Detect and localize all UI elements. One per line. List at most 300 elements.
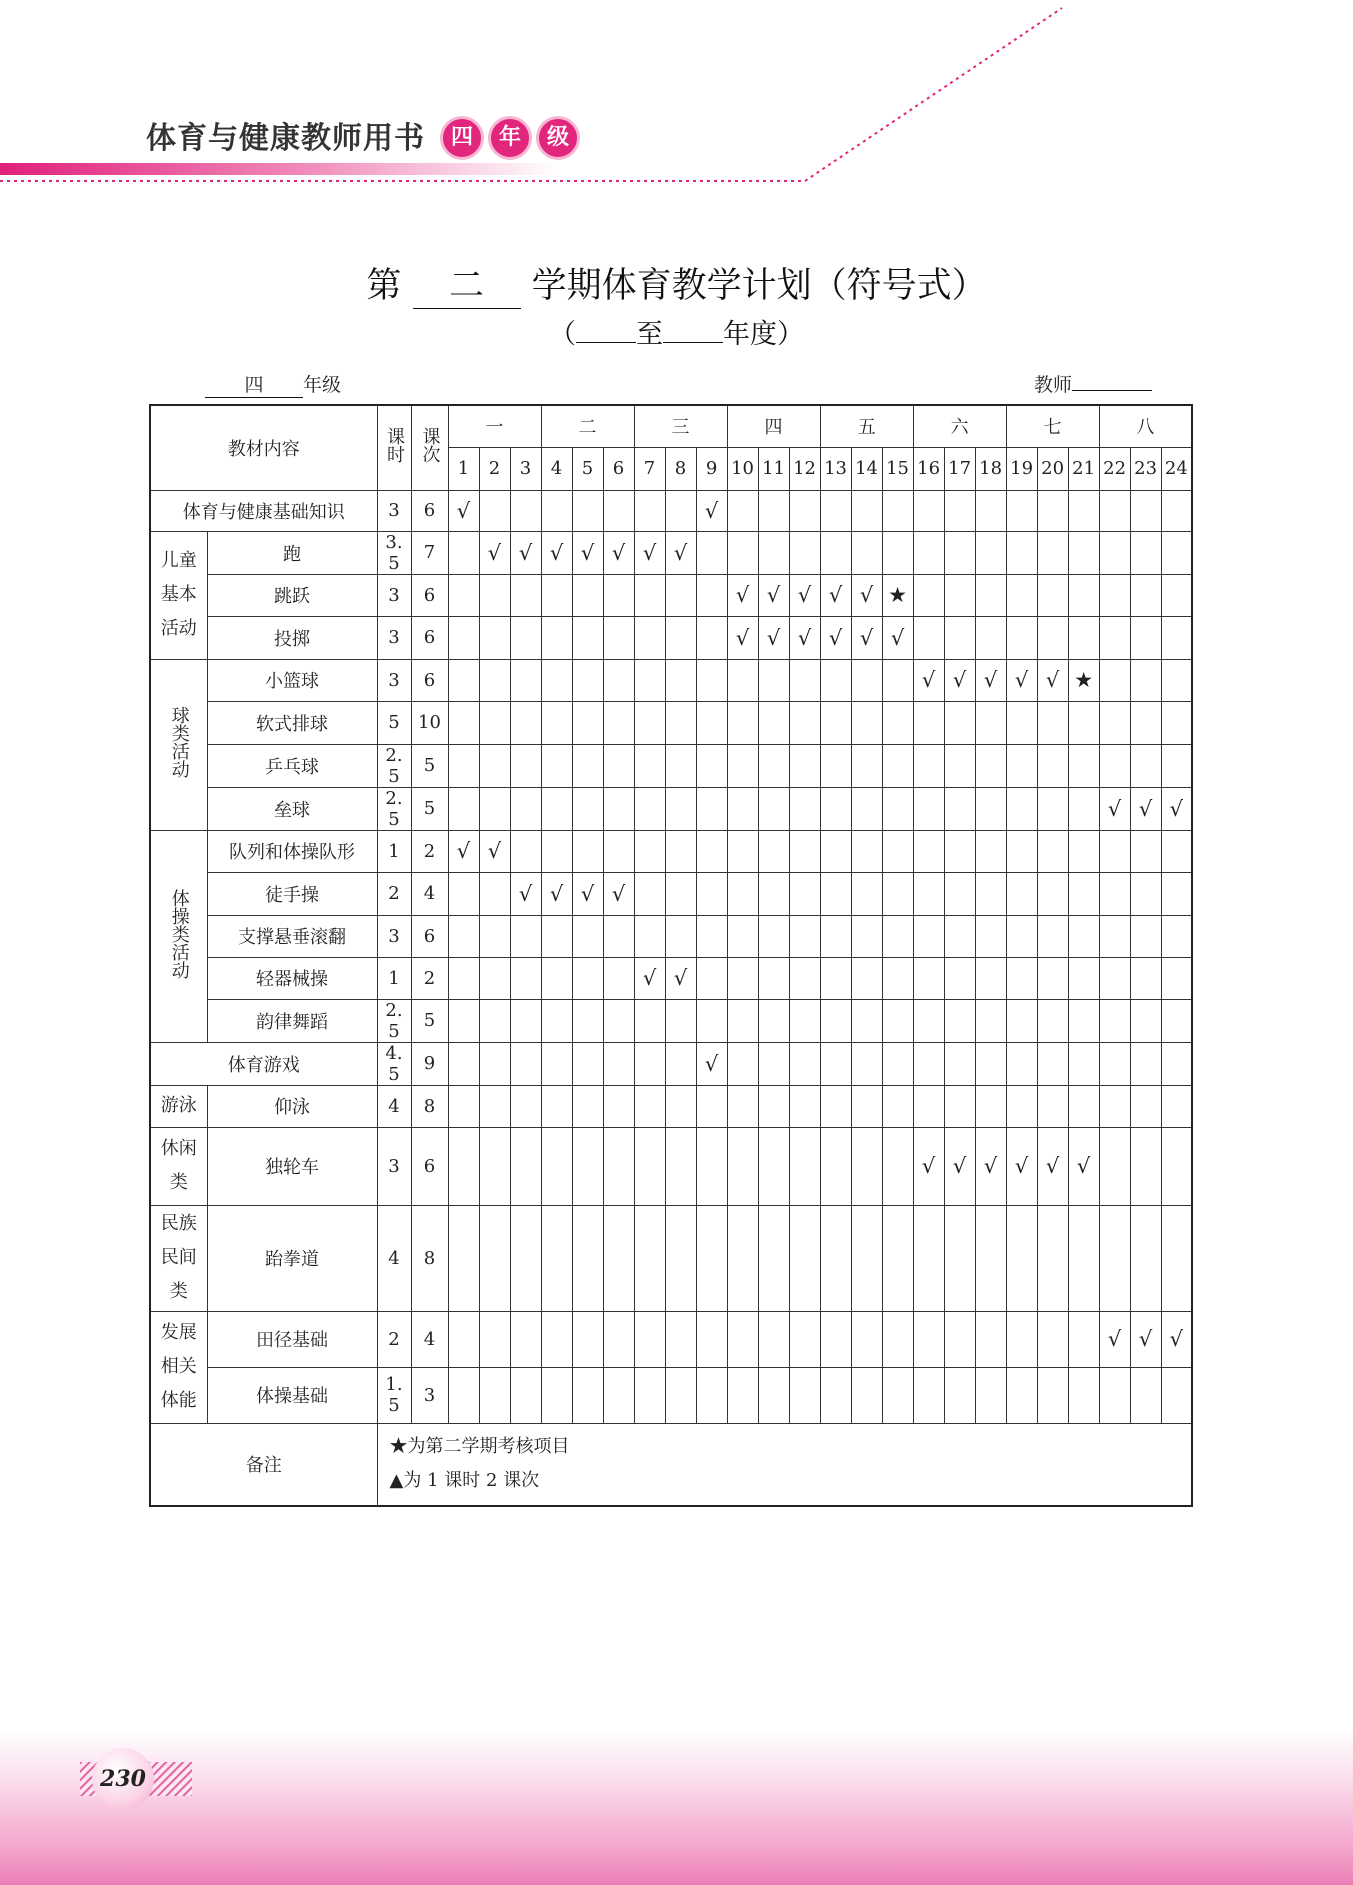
footer-band xyxy=(0,1730,1353,1885)
week-cell xyxy=(696,744,727,787)
week-cell xyxy=(1161,872,1192,915)
week-cell: √ xyxy=(448,830,479,872)
week-cell xyxy=(789,1042,820,1085)
week-cell: √ xyxy=(1161,787,1192,830)
week-cell xyxy=(479,1311,510,1367)
week-cell xyxy=(851,830,882,872)
week-cell xyxy=(634,701,665,744)
week-cell xyxy=(1006,490,1037,531)
teacher-line xyxy=(1034,370,1152,397)
week-cell xyxy=(696,574,727,616)
week-cell xyxy=(665,1311,696,1367)
week-cell xyxy=(665,659,696,701)
week-cell xyxy=(789,957,820,999)
week-cell xyxy=(727,1042,758,1085)
week-cell xyxy=(882,1311,913,1367)
week-cell xyxy=(820,531,851,574)
week-cell xyxy=(851,659,882,701)
week-cell xyxy=(944,872,975,915)
week-cell xyxy=(1161,659,1192,701)
week-cell xyxy=(820,1205,851,1311)
week-cell xyxy=(665,999,696,1042)
week-cell xyxy=(851,744,882,787)
week-cell xyxy=(944,701,975,744)
category-label: 民族民间类 xyxy=(150,1205,207,1311)
week-cell xyxy=(882,1042,913,1085)
title-suffix: 学期体育教学计划（符号式） xyxy=(531,266,987,306)
week-cell xyxy=(1130,1127,1161,1205)
hours-cell: 2. 5 xyxy=(377,744,411,787)
grade-badge: 年 xyxy=(488,116,532,160)
week-cell xyxy=(851,1367,882,1423)
week-cell xyxy=(944,574,975,616)
week-cell xyxy=(634,915,665,957)
week-cell xyxy=(572,1311,603,1367)
week-cell xyxy=(820,490,851,531)
item-name: 体育游戏 xyxy=(150,1042,377,1085)
table-row xyxy=(150,1311,1192,1367)
week-cell xyxy=(572,999,603,1042)
item-name: 跆拳道 xyxy=(207,1205,377,1311)
week-cell xyxy=(758,1042,789,1085)
week-cell xyxy=(510,999,541,1042)
category-text: 体操类活动 xyxy=(168,888,190,979)
week-cell xyxy=(603,1042,634,1085)
table-row xyxy=(150,531,1192,574)
week-cell xyxy=(913,830,944,872)
week-cell xyxy=(1099,999,1130,1042)
week-cell xyxy=(479,659,510,701)
week-cell xyxy=(634,1042,665,1085)
grade-badges xyxy=(440,116,584,160)
week-cell xyxy=(944,744,975,787)
week-cell xyxy=(1037,744,1068,787)
week-cell xyxy=(541,659,572,701)
week-cell xyxy=(479,1205,510,1311)
week-cell xyxy=(634,1367,665,1423)
week-cell xyxy=(572,957,603,999)
week-cell xyxy=(851,787,882,830)
week-cell xyxy=(944,1085,975,1127)
week-cell xyxy=(634,1085,665,1127)
week-cell xyxy=(1068,701,1099,744)
header-month: 四 xyxy=(727,405,820,447)
week-cell xyxy=(789,872,820,915)
week-cell xyxy=(634,787,665,830)
teacher-label: 教师 xyxy=(1034,374,1073,396)
category-label: 休闲类 xyxy=(150,1127,207,1205)
hours-cell: 3 xyxy=(377,490,411,531)
week-cell xyxy=(696,830,727,872)
table-row xyxy=(150,830,1192,872)
table-row xyxy=(150,1042,1192,1085)
week-cell xyxy=(510,701,541,744)
hours-cell: 2 xyxy=(377,872,411,915)
sessions-cell: 6 xyxy=(411,616,448,659)
week-cell xyxy=(882,1367,913,1423)
week-cell xyxy=(913,531,944,574)
week-cell xyxy=(944,616,975,659)
item-name: 小篮球 xyxy=(207,659,377,701)
week-cell xyxy=(913,872,944,915)
week-cell: √ xyxy=(944,659,975,701)
header-bar xyxy=(0,163,560,175)
week-cell xyxy=(975,616,1006,659)
hours-cell: 3 xyxy=(377,574,411,616)
week-cell xyxy=(665,1205,696,1311)
week-cell xyxy=(820,1311,851,1367)
week-cell xyxy=(758,1205,789,1311)
week-cell xyxy=(665,1127,696,1205)
header-week: 6 xyxy=(603,447,634,490)
item-name: 体育与健康基础知识 xyxy=(150,490,377,531)
hours-cell: 4 xyxy=(377,1085,411,1127)
week-cell xyxy=(665,490,696,531)
week-cell: √ xyxy=(1068,1127,1099,1205)
week-cell: √ xyxy=(789,574,820,616)
week-cell xyxy=(479,1085,510,1127)
week-cell xyxy=(1006,1085,1037,1127)
week-cell xyxy=(1130,830,1161,872)
week-cell xyxy=(1037,1367,1068,1423)
sessions-cell: 2 xyxy=(411,830,448,872)
week-cell xyxy=(634,574,665,616)
week-cell xyxy=(572,830,603,872)
week-cell xyxy=(727,830,758,872)
week-cell xyxy=(913,1085,944,1127)
week-cell xyxy=(913,701,944,744)
week-cell: √ xyxy=(727,616,758,659)
week-cell xyxy=(479,915,510,957)
week-cell xyxy=(975,531,1006,574)
week-cell xyxy=(882,659,913,701)
week-cell: √ xyxy=(820,574,851,616)
week-cell xyxy=(944,1042,975,1085)
week-cell: √ xyxy=(1037,1127,1068,1205)
table-row xyxy=(150,1127,1192,1205)
week-cell xyxy=(882,701,913,744)
week-cell: √ xyxy=(975,659,1006,701)
week-cell xyxy=(789,787,820,830)
week-cell xyxy=(820,787,851,830)
item-name: 轻器械操 xyxy=(207,957,377,999)
week-cell xyxy=(696,616,727,659)
week-cell xyxy=(572,490,603,531)
week-cell xyxy=(572,1042,603,1085)
week-cell xyxy=(975,999,1006,1042)
week-cell xyxy=(479,616,510,659)
week-cell xyxy=(1006,744,1037,787)
week-cell xyxy=(1037,490,1068,531)
week-cell xyxy=(1099,1042,1130,1085)
week-cell xyxy=(479,1127,510,1205)
grade-line xyxy=(205,370,341,398)
week-cell: √ xyxy=(975,1127,1006,1205)
week-cell xyxy=(727,1127,758,1205)
week-cell xyxy=(510,787,541,830)
week-cell: √ xyxy=(479,531,510,574)
sessions-cell: 4 xyxy=(411,872,448,915)
year-start-field xyxy=(576,342,636,343)
week-cell xyxy=(541,490,572,531)
week-cell xyxy=(727,490,758,531)
item-name: 仰泳 xyxy=(207,1085,377,1127)
remark-label: 备注 xyxy=(150,1423,377,1506)
hours-cell: 5 xyxy=(377,701,411,744)
week-cell xyxy=(727,1311,758,1367)
week-cell xyxy=(1130,915,1161,957)
week-cell xyxy=(913,1042,944,1085)
week-cell xyxy=(1130,872,1161,915)
week-cell xyxy=(479,1042,510,1085)
week-cell xyxy=(572,574,603,616)
week-cell xyxy=(1068,616,1099,659)
week-cell xyxy=(696,872,727,915)
week-cell xyxy=(1130,957,1161,999)
week-cell xyxy=(944,1205,975,1311)
week-cell xyxy=(1068,1311,1099,1367)
category-label xyxy=(150,830,207,1042)
week-cell xyxy=(975,872,1006,915)
week-cell xyxy=(1130,999,1161,1042)
week-cell xyxy=(1068,744,1099,787)
table-row xyxy=(150,915,1192,957)
week-cell xyxy=(541,574,572,616)
week-cell xyxy=(510,1205,541,1311)
week-cell xyxy=(448,999,479,1042)
week-cell xyxy=(696,1085,727,1127)
week-cell xyxy=(1037,1205,1068,1311)
week-cell xyxy=(1006,1367,1037,1423)
week-cell xyxy=(448,701,479,744)
week-cell xyxy=(696,999,727,1042)
week-cell xyxy=(851,1311,882,1367)
semester-field: 二 xyxy=(413,258,521,309)
week-cell xyxy=(1099,830,1130,872)
table-row xyxy=(150,872,1192,915)
week-cell xyxy=(1006,531,1037,574)
category-label: 发展相关体能 xyxy=(150,1311,207,1423)
sessions-cell: 8 xyxy=(411,1085,448,1127)
week-cell xyxy=(1037,1042,1068,1085)
week-cell xyxy=(913,915,944,957)
item-name: 队列和体操队形 xyxy=(207,830,377,872)
week-cell xyxy=(1130,531,1161,574)
week-cell xyxy=(541,616,572,659)
week-cell xyxy=(789,531,820,574)
week-cell: √ xyxy=(1099,787,1130,830)
week-cell xyxy=(851,872,882,915)
week-cell xyxy=(975,744,1006,787)
week-cell xyxy=(448,574,479,616)
week-cell xyxy=(510,1042,541,1085)
week-cell xyxy=(882,915,913,957)
week-cell xyxy=(510,1367,541,1423)
category-label: 游泳 xyxy=(150,1085,207,1127)
week-cell xyxy=(820,1042,851,1085)
week-cell: √ xyxy=(1006,659,1037,701)
week-cell xyxy=(727,999,758,1042)
year-middle: 至 xyxy=(636,319,663,350)
week-cell xyxy=(541,787,572,830)
week-cell xyxy=(510,574,541,616)
week-cell xyxy=(758,659,789,701)
sessions-cell: 8 xyxy=(411,1205,448,1311)
week-cell xyxy=(789,490,820,531)
week-cell xyxy=(1068,787,1099,830)
week-cell xyxy=(603,787,634,830)
week-cell xyxy=(479,744,510,787)
week-cell xyxy=(1068,1085,1099,1127)
week-cell xyxy=(634,659,665,701)
week-cell xyxy=(851,999,882,1042)
week-cell xyxy=(448,1367,479,1423)
week-cell xyxy=(1037,957,1068,999)
week-cell xyxy=(1037,787,1068,830)
header-month: 七 xyxy=(1006,405,1099,447)
header-week: 24 xyxy=(1161,447,1192,490)
week-cell xyxy=(1037,531,1068,574)
week-cell xyxy=(727,787,758,830)
item-name: 田径基础 xyxy=(207,1311,377,1367)
header-sessions-label: 课次 xyxy=(419,427,441,464)
teacher-field xyxy=(1072,390,1152,391)
week-cell xyxy=(572,1205,603,1311)
week-cell xyxy=(1006,915,1037,957)
header-week: 7 xyxy=(634,447,665,490)
week-cell xyxy=(851,490,882,531)
week-cell xyxy=(1161,490,1192,531)
grade-badge: 四 xyxy=(440,116,484,160)
week-cell xyxy=(944,531,975,574)
week-cell: √ xyxy=(727,574,758,616)
week-cell: √ xyxy=(1161,1311,1192,1367)
week-cell xyxy=(1068,1367,1099,1423)
week-cell: √ xyxy=(541,531,572,574)
week-cell xyxy=(789,1311,820,1367)
header-month: 八 xyxy=(1099,405,1192,447)
week-cell xyxy=(820,659,851,701)
week-cell: √ xyxy=(603,531,634,574)
week-cell xyxy=(727,1085,758,1127)
week-cell xyxy=(448,744,479,787)
week-cell xyxy=(1006,574,1037,616)
header-month: 三 xyxy=(634,405,727,447)
header-month: 二 xyxy=(541,405,634,447)
year-open: （ xyxy=(549,319,576,350)
week-cell xyxy=(1099,1367,1130,1423)
table-row xyxy=(150,490,1192,531)
sessions-cell: 5 xyxy=(411,787,448,830)
week-cell xyxy=(975,1311,1006,1367)
sessions-cell: 7 xyxy=(411,531,448,574)
table-row xyxy=(150,744,1192,787)
week-cell xyxy=(603,744,634,787)
week-cell xyxy=(1037,830,1068,872)
week-cell xyxy=(882,1127,913,1205)
week-cell xyxy=(1161,830,1192,872)
week-cell xyxy=(572,915,603,957)
week-cell xyxy=(541,999,572,1042)
week-cell xyxy=(758,1311,789,1367)
week-cell xyxy=(634,616,665,659)
week-cell xyxy=(1037,574,1068,616)
week-cell: √ xyxy=(479,830,510,872)
week-cell xyxy=(1161,1367,1192,1423)
week-cell xyxy=(882,872,913,915)
week-cell: ★ xyxy=(882,574,913,616)
week-cell xyxy=(1161,915,1192,957)
week-cell xyxy=(696,701,727,744)
week-cell xyxy=(572,1127,603,1205)
table-row xyxy=(150,787,1192,830)
week-cell xyxy=(479,701,510,744)
week-cell xyxy=(572,659,603,701)
week-cell xyxy=(758,872,789,915)
week-cell: √ xyxy=(572,531,603,574)
week-cell xyxy=(1006,872,1037,915)
week-cell xyxy=(789,830,820,872)
week-cell xyxy=(603,574,634,616)
header-week: 11 xyxy=(758,447,789,490)
week-cell: √ xyxy=(1130,1311,1161,1367)
week-cell xyxy=(882,490,913,531)
week-cell xyxy=(1099,915,1130,957)
week-cell xyxy=(975,787,1006,830)
week-cell: √ xyxy=(448,490,479,531)
week-cell xyxy=(634,490,665,531)
week-cell: √ xyxy=(1130,787,1161,830)
week-cell xyxy=(944,830,975,872)
week-cell xyxy=(913,1205,944,1311)
week-cell xyxy=(758,744,789,787)
week-cell xyxy=(1099,490,1130,531)
remark-row xyxy=(150,1423,1192,1506)
week-cell xyxy=(975,490,1006,531)
header-week: 21 xyxy=(1068,447,1099,490)
week-cell xyxy=(603,1127,634,1205)
week-cell xyxy=(665,1042,696,1085)
week-cell xyxy=(758,787,789,830)
category-label: 儿童基本活动 xyxy=(150,531,207,659)
week-cell xyxy=(975,1205,1006,1311)
grade-label: 年级 xyxy=(303,374,342,396)
week-cell xyxy=(1130,1367,1161,1423)
week-cell xyxy=(882,957,913,999)
header-week: 12 xyxy=(789,447,820,490)
week-cell xyxy=(882,830,913,872)
week-cell xyxy=(851,957,882,999)
week-cell xyxy=(448,659,479,701)
item-name: 投掷 xyxy=(207,616,377,659)
week-cell xyxy=(1161,616,1192,659)
week-cell xyxy=(975,830,1006,872)
week-cell xyxy=(541,744,572,787)
week-cell xyxy=(572,1085,603,1127)
week-cell xyxy=(448,1127,479,1205)
week-cell xyxy=(572,744,603,787)
week-cell: √ xyxy=(510,531,541,574)
week-cell xyxy=(1006,957,1037,999)
week-cell xyxy=(789,701,820,744)
sessions-cell: 3 xyxy=(411,1367,448,1423)
week-cell xyxy=(851,1042,882,1085)
week-cell xyxy=(479,872,510,915)
week-cell xyxy=(448,531,479,574)
week-cell xyxy=(510,616,541,659)
week-cell xyxy=(789,1367,820,1423)
header-week: 16 xyxy=(913,447,944,490)
